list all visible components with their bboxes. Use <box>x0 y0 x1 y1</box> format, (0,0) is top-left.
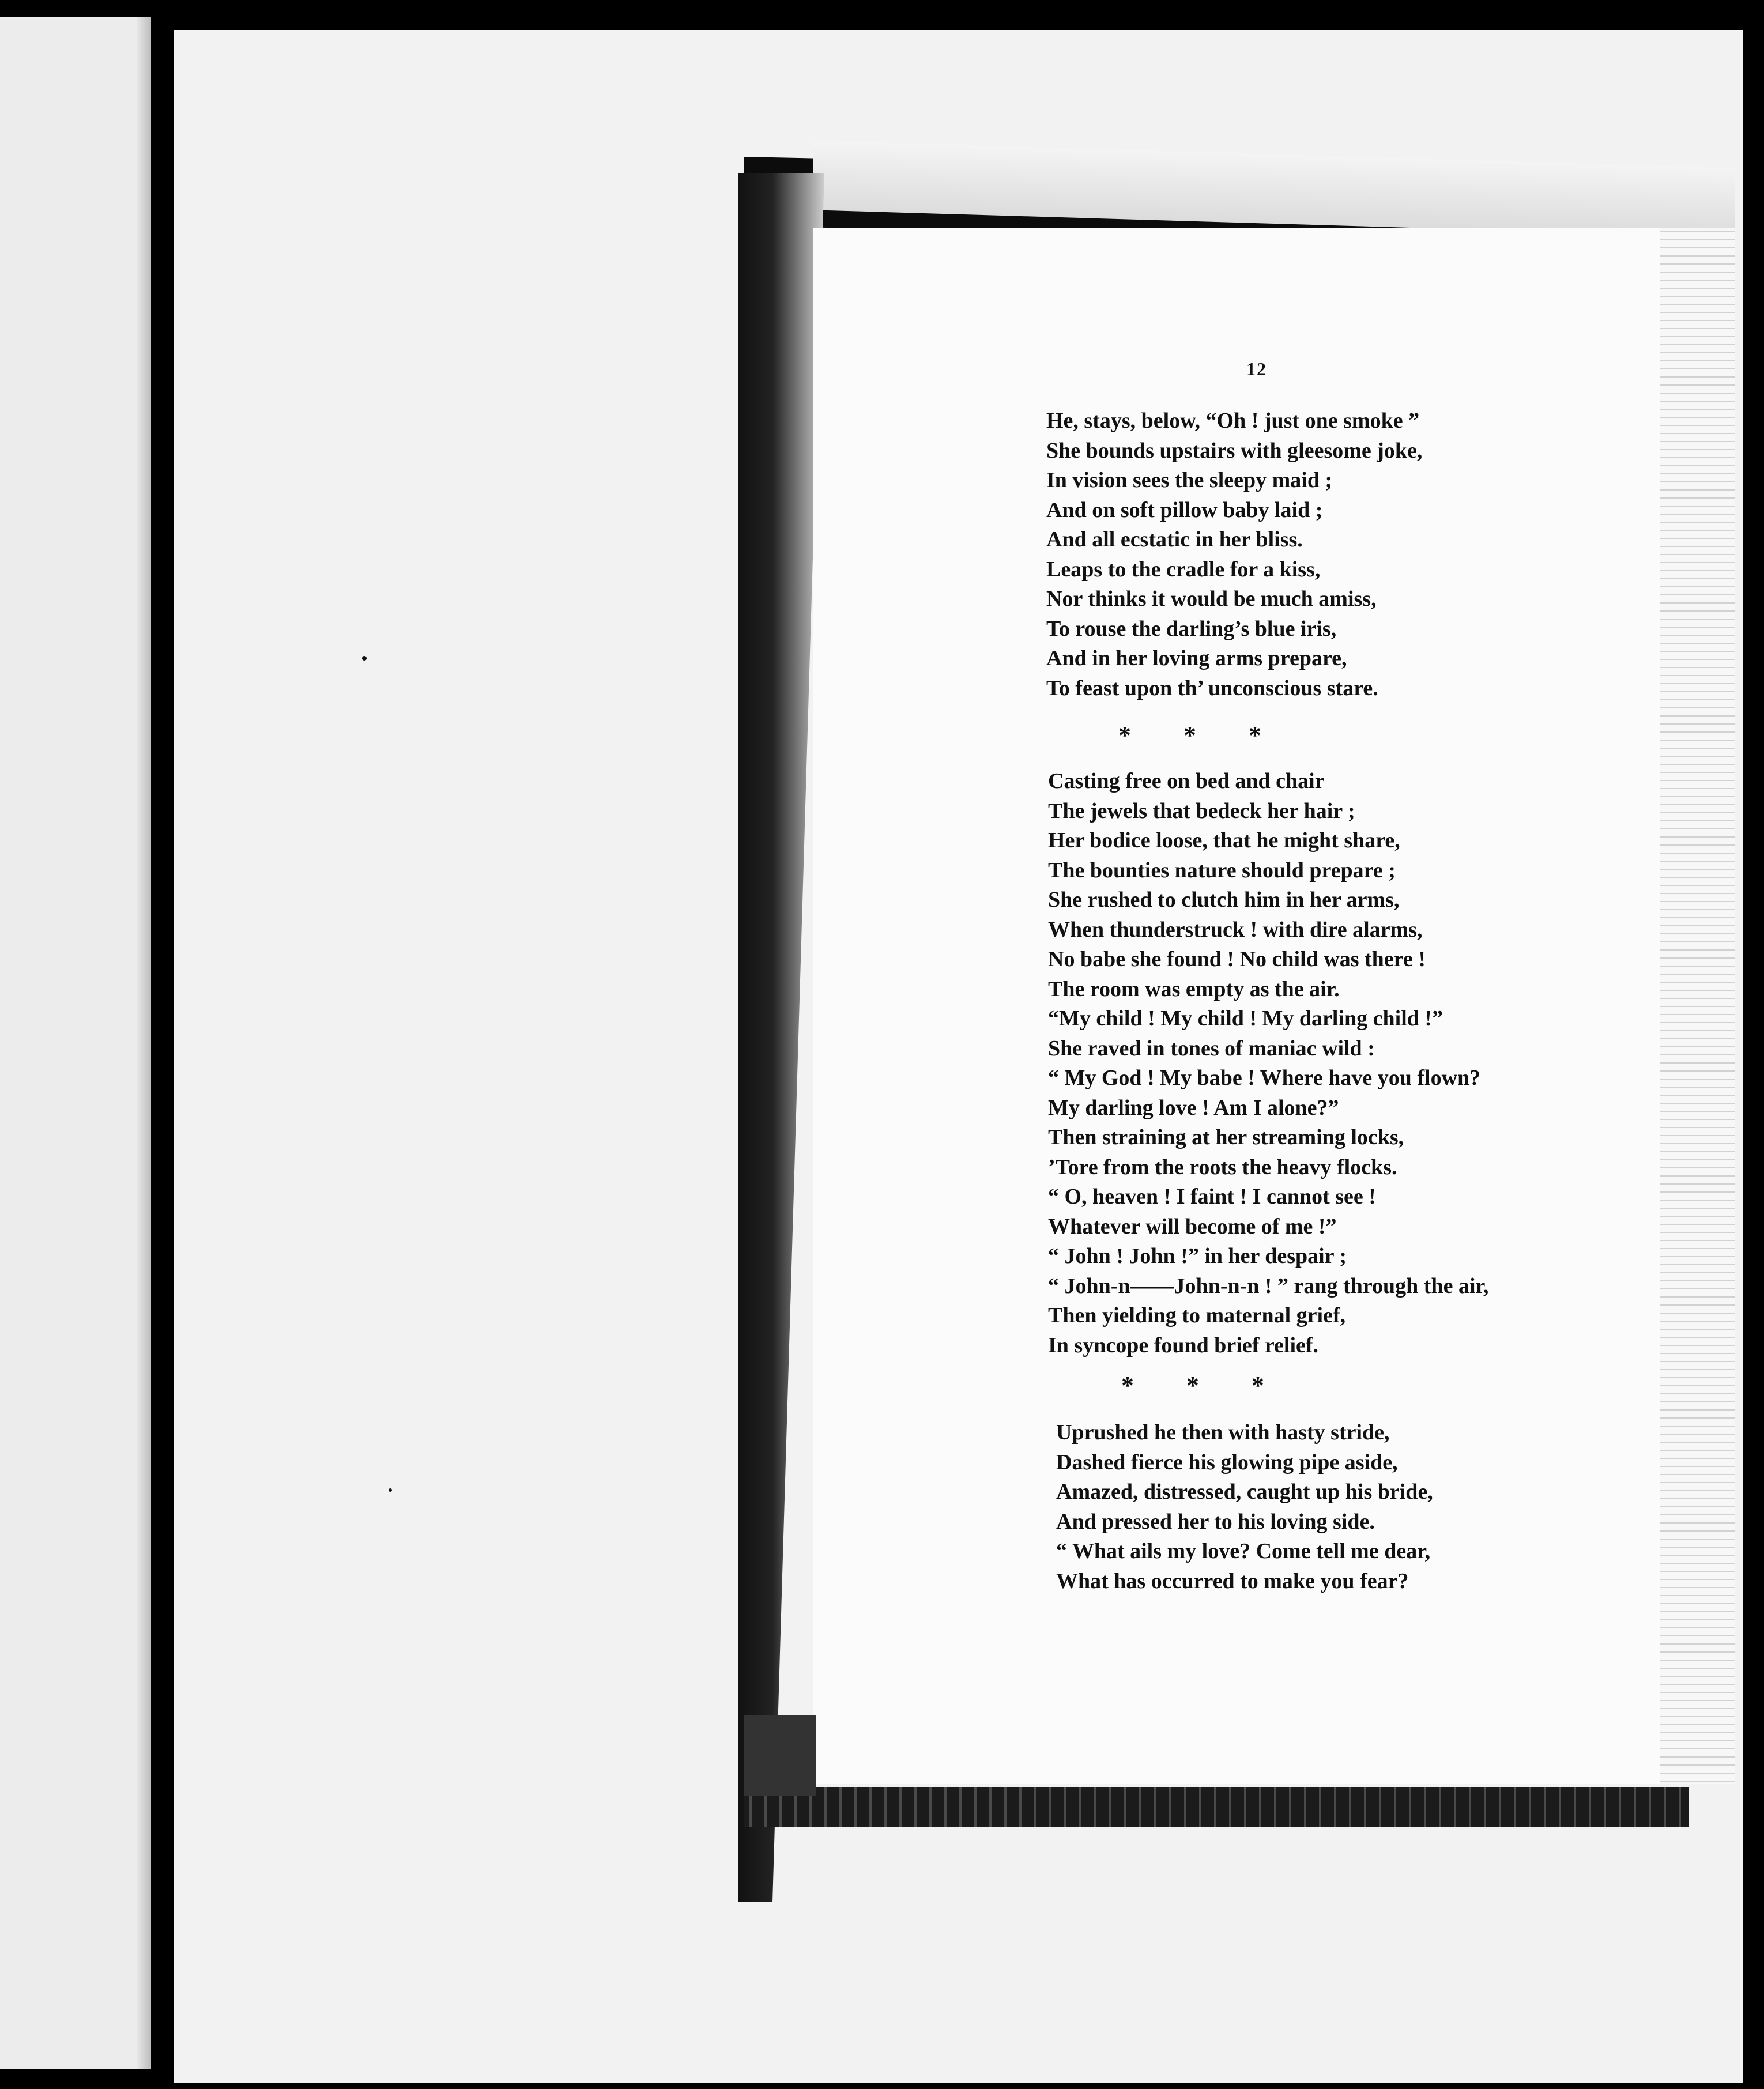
verse-line: Dashed fierce his glowing pipe aside, <box>1056 1450 1398 1475</box>
verse-line: No babe she found ! No child was there ! <box>1048 947 1426 971</box>
facing-page-edge <box>0 17 151 2069</box>
verse-line: Nor thinks it would be much amiss, <box>1046 587 1377 611</box>
verse-line: “ O, heaven ! I faint ! I cannot see ! <box>1048 1185 1376 1209</box>
stanza-3 <box>1056 1418 1433 1596</box>
verse-line: He, stays, below, “Oh ! just one smoke ” <box>1046 409 1420 433</box>
stanza-2 <box>1048 767 1488 1360</box>
insert-bottom-left-corner <box>744 1715 816 1796</box>
verse-line: The bounties nature should prepare ; <box>1048 858 1396 883</box>
verse-line: And pressed her to his loving side. <box>1056 1509 1375 1534</box>
verse-line: The jewels that bedeck her hair ; <box>1048 798 1355 823</box>
verse-line: In vision sees the sleepy maid ; <box>1046 468 1333 492</box>
verse-line: And all ecstatic in her bliss. <box>1046 527 1303 552</box>
verse-line: She bounds upstairs with gleesome joke, <box>1046 438 1423 463</box>
verse-line: Her bodice loose, that he might share, <box>1048 828 1400 853</box>
section-separator: * * * <box>1121 1371 1264 1400</box>
dust-speck <box>362 656 367 661</box>
verse-line: To feast upon th’ unconscious stare. <box>1046 676 1378 700</box>
stanza-1 <box>1046 406 1422 703</box>
verse-line: She raved in tones of maniac wild : <box>1048 1036 1375 1061</box>
dust-speck <box>389 1488 392 1492</box>
verse-line: She rushed to clutch him in her arms, <box>1048 888 1400 912</box>
verse-line: To rouse the darling’s blue iris, <box>1046 616 1337 641</box>
verse-line: And in her loving arms prepare, <box>1046 646 1347 670</box>
verse-line: ’Tore from the roots the heavy flocks. <box>1048 1155 1397 1179</box>
verse-line: “ My God ! My babe ! Where have you flown? <box>1048 1066 1481 1090</box>
insert-bottom-shadow <box>744 1787 1689 1827</box>
verse-line: Casting free on bed and chair <box>1048 769 1325 793</box>
verse-line: The room was empty as the air. <box>1048 976 1340 1001</box>
verse-line: What has occurred to make you fear? <box>1056 1568 1409 1593</box>
verse-line: Then yielding to maternal grief, <box>1048 1303 1346 1328</box>
facing-page-shadow <box>137 17 151 2069</box>
section-separator: * * * <box>1118 721 1261 749</box>
verse-line: Whatever will become of me !” <box>1048 1214 1337 1239</box>
verse-line: Amazed, distressed, caught up his bride, <box>1056 1480 1433 1504</box>
verse-line: “My child ! My child ! My darling child !” <box>1048 1006 1443 1031</box>
verse-line: In syncope found brief relief. <box>1048 1333 1319 1358</box>
page-number: 12 <box>1246 359 1267 379</box>
verse-line: Then straining at her streaming locks, <box>1048 1125 1404 1149</box>
verse-line: My darling love ! Am I alone?” <box>1048 1095 1339 1120</box>
verse-line: “ John-n——John-n-n ! ” rang through the air, <box>1048 1273 1489 1298</box>
verse-line: Leaps to the cradle for a kiss, <box>1046 557 1321 582</box>
verse-line: When thunderstruck ! with dire alarms, <box>1048 917 1423 942</box>
insert-right-edge <box>1660 228 1735 1784</box>
verse-line: And on soft pillow baby laid ; <box>1046 497 1323 522</box>
verse-line: Uprushed he then with hasty stride, <box>1056 1420 1390 1445</box>
verse-line: “ What ails my love? Come tell me dear, <box>1056 1539 1431 1563</box>
verse-line: “ John ! John !” in her despair ; <box>1048 1244 1347 1268</box>
